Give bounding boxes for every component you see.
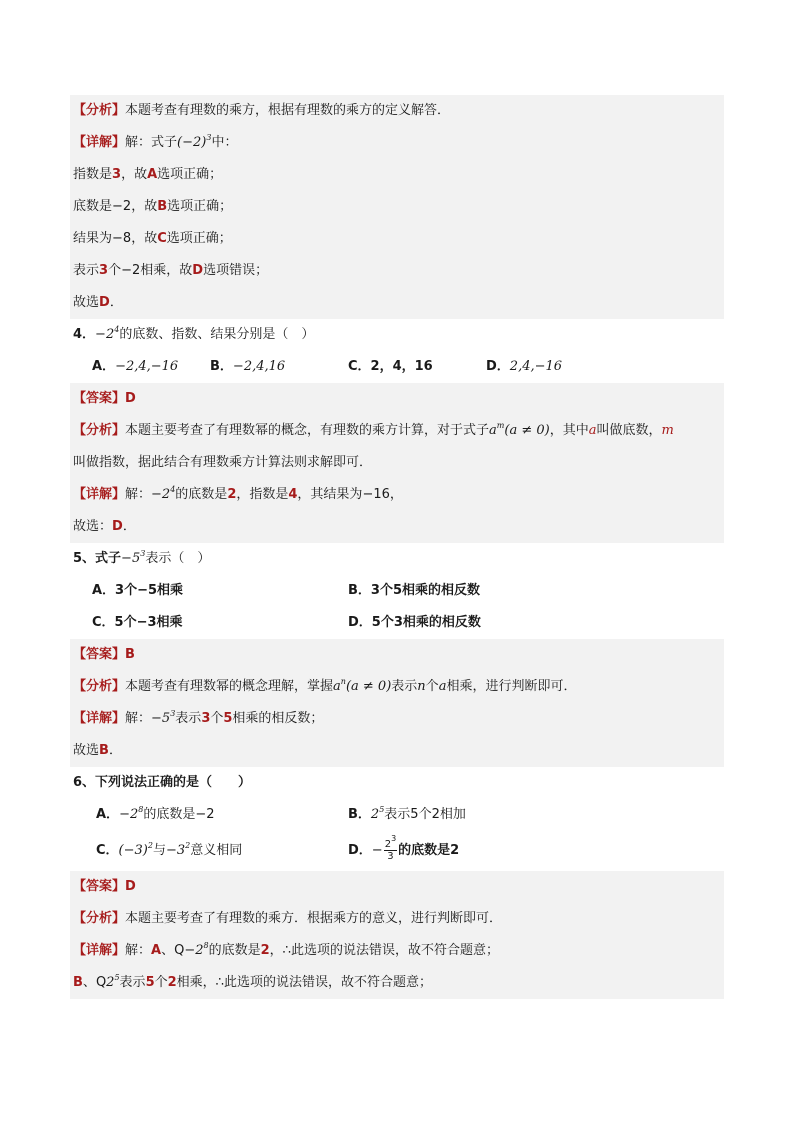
answer-line (70, 639, 724, 671)
option-label: B． (210, 359, 233, 374)
fraction-numerator (384, 834, 397, 851)
expr-exp: 3 (140, 549, 146, 558)
option-b[interactable] (210, 351, 285, 383)
expr-base: 2 (106, 975, 115, 990)
text: 、 (161, 943, 175, 958)
option-a[interactable]: A．3个−5相乘 (92, 583, 184, 598)
value: 3 (201, 711, 211, 726)
analysis-line-cont (70, 447, 724, 479)
expr-exp: 2 (147, 841, 153, 850)
detail-text: 解：式子 (125, 135, 178, 150)
option-d[interactable]: D．5个3相乘的相反数 (348, 615, 481, 630)
detail-tag: 【详解】 (73, 487, 126, 502)
option-text: 意义相同 (190, 843, 243, 858)
expr-base: (−3) (118, 843, 148, 858)
option-d[interactable] (348, 831, 459, 871)
choose-line (70, 735, 724, 767)
text: ． (108, 743, 122, 758)
text: 叫做指数，据此结合有理数乘方计算法则求解即可． (73, 455, 373, 470)
choose-line (70, 287, 724, 319)
option-a[interactable] (96, 799, 215, 831)
option-letter: D (192, 263, 204, 278)
text: ，指数是 (236, 487, 289, 502)
question-number: 5、式子 (73, 551, 122, 566)
numerator-base: 2 (384, 839, 392, 850)
question-5-options-row1 (70, 575, 724, 607)
option-c[interactable] (96, 831, 242, 871)
text: 个 (154, 975, 168, 990)
question-5-stem (70, 543, 724, 575)
analysis-line (70, 903, 724, 935)
math-expr (119, 843, 153, 858)
text: ，其中 (549, 423, 589, 438)
option-text: 与 (152, 843, 166, 858)
text: 的底数是 (175, 487, 228, 502)
math-expr (121, 551, 145, 566)
expr-exp: 5 (379, 805, 385, 814)
solution-block-prev (70, 95, 724, 319)
text: 个 (108, 263, 122, 278)
analysis-tag: 【分析】 (73, 679, 126, 694)
numerator-exp: 3 (391, 834, 397, 843)
option-value: −2,4,−16 (115, 359, 179, 374)
math-expr (489, 423, 504, 438)
text: 故选： (73, 519, 113, 534)
math-expr (95, 327, 119, 342)
expr-base: −2 (151, 487, 171, 502)
math-expr (177, 135, 211, 150)
expr-base: −2 (119, 807, 139, 822)
answer-value: D (125, 391, 136, 406)
option-label: C． (348, 359, 371, 374)
detail-tag: 【详解】 (73, 711, 126, 726)
symbol: Q (95, 975, 107, 990)
solution-block-q5 (70, 639, 724, 767)
variable: a (438, 679, 447, 694)
option-letter: C (157, 231, 167, 246)
expr-exp: 8 (138, 805, 144, 814)
value: −16 (362, 487, 390, 502)
variable: a (588, 423, 597, 438)
option-value: 2，4，16 (370, 359, 433, 374)
option-label: A． (96, 807, 120, 822)
text: 本题主要考查了有理数幂的概念，有理数的乘方计算，对于式子 (125, 423, 490, 438)
expr-base: −5 (121, 551, 141, 566)
text: 本题考查有理数幂的概念理解，掌握 (125, 679, 334, 694)
answer-value: B (125, 647, 135, 662)
text: 选项正确； (166, 231, 232, 246)
text: 的底数是 (208, 943, 261, 958)
answer-tag: 【答案】 (73, 391, 126, 406)
text: 个 (425, 679, 439, 694)
text: 故选 (73, 295, 100, 310)
value: −2 (121, 263, 141, 278)
expr-base: (−2) (177, 135, 207, 150)
option-a[interactable] (92, 351, 178, 383)
math-expr (371, 807, 384, 822)
condition: (a ≠ 0) (345, 679, 392, 694)
value: 2 (167, 975, 177, 990)
math-expr (151, 711, 175, 726)
option-text: 表示5个2相加 (384, 807, 466, 822)
option-label: C． (96, 843, 119, 858)
analysis-tag: 【分析】 (73, 103, 126, 118)
value: −2 (112, 199, 132, 214)
expr-exp: 3 (206, 133, 212, 142)
option-text: 的底数是2 (398, 843, 460, 858)
option-d[interactable] (486, 351, 562, 383)
expr-exp: 4 (114, 325, 120, 334)
option-b[interactable]: B．3个5相乘的相反数 (348, 583, 480, 598)
question-4-options (70, 351, 724, 383)
text: 、 (82, 975, 96, 990)
analysis-line (70, 671, 724, 703)
option-c[interactable] (348, 351, 433, 383)
text: 相乘，进行判断即可． (446, 679, 577, 694)
option-label: D． (486, 359, 510, 374)
option-label: A． (92, 359, 116, 374)
text: 结果为 (73, 231, 113, 246)
option-letter: B (157, 199, 168, 214)
text: ， (389, 487, 403, 502)
value: 5 (223, 711, 233, 726)
question-6-options-row2 (70, 831, 724, 871)
detail-line (70, 703, 724, 735)
expr-exp: m (496, 421, 505, 430)
math-expr (333, 679, 346, 694)
detail-item-3 (70, 223, 724, 255)
detail-tag: 【详解】 (73, 943, 126, 958)
text: 解： (125, 487, 152, 502)
text: ，故 (131, 231, 158, 246)
symbol: Q (174, 943, 185, 958)
text: 相乘，故 (140, 263, 193, 278)
math-expr (106, 975, 119, 990)
detail-text-post: 中： (211, 135, 238, 150)
detail-line (70, 935, 724, 967)
detail-line (70, 479, 724, 511)
option-letter: A (151, 943, 162, 958)
choose-line (70, 511, 724, 543)
text: 底数是 (73, 199, 113, 214)
option-label: D． (348, 843, 372, 858)
answer-line (70, 871, 724, 903)
condition: (a ≠ 0) (504, 423, 550, 438)
option-label: B． (348, 807, 371, 822)
text: 相乘，∴此选项的说法错误，故不符合题意； (176, 975, 432, 990)
solution-block-q6 (70, 871, 724, 999)
answer-line (70, 383, 724, 415)
question-5-options-row2 (70, 607, 724, 639)
answer-letter: D (99, 295, 110, 310)
text: ，故 (121, 167, 148, 182)
math-expr (151, 487, 175, 502)
value: 3 (99, 263, 109, 278)
question-4-stem (70, 319, 724, 351)
question-6-options-row1 (70, 799, 724, 831)
option-c[interactable]: C．5个−3相乘 (92, 615, 183, 630)
value: 2 (260, 943, 270, 958)
text: ，∴此选项的说法错误，故不符合题意； (269, 943, 499, 958)
value: 2 (227, 487, 237, 502)
option-value: 2,4,−16 (509, 359, 563, 374)
text: 故选 (73, 743, 100, 758)
text: 表示 (391, 679, 418, 694)
question-number: 4． (73, 327, 96, 342)
question-stem: 6、下列说法正确的是（ ） (73, 775, 252, 790)
text: ，故 (131, 199, 158, 214)
option-b[interactable] (348, 799, 466, 831)
option-letter: B (73, 975, 83, 990)
analysis-line (70, 415, 724, 447)
value: 5 (145, 975, 155, 990)
detail-line-b (70, 967, 724, 999)
document-page (70, 95, 724, 999)
text: 指数是 (73, 167, 113, 182)
text: ，其结果为 (297, 487, 363, 502)
answer-value: D (125, 879, 136, 894)
option-text: 的底数是−2 (143, 807, 215, 822)
fraction-denominator: 3 (387, 851, 394, 862)
answer-tag: 【答案】 (73, 647, 126, 662)
value: −8 (112, 231, 132, 246)
analysis-tag: 【分析】 (73, 911, 126, 926)
variable: n (417, 679, 426, 694)
math-expr (184, 943, 208, 958)
detail-line (70, 127, 724, 159)
text: ． (122, 519, 136, 534)
text: 相乘的相反数； (232, 711, 324, 726)
text: 选项正确； (167, 199, 233, 214)
option-letter: A (147, 167, 158, 182)
text: 解： (125, 943, 152, 958)
expr-exp: 4 (170, 485, 176, 494)
expr-base: −2 (184, 943, 204, 958)
detail-item-4 (70, 255, 724, 287)
solution-block-q4 (70, 383, 724, 543)
math-expr (166, 843, 190, 858)
variable: m (661, 423, 674, 438)
expr-base: −2 (95, 327, 115, 342)
expr-exp: n (340, 677, 346, 686)
text: 表示 (119, 975, 146, 990)
text: 表示 (73, 263, 100, 278)
expr-base: a (333, 679, 341, 694)
analysis-text: 本题考查有理数的乘方，根据有理数的乘方的定义解答． (125, 103, 451, 118)
detail-item-2 (70, 191, 724, 223)
expr-exp: 3 (170, 709, 176, 718)
expr-base: 2 (370, 807, 380, 822)
answer-letter: B (99, 743, 109, 758)
detail-tag: 【详解】 (73, 135, 126, 150)
math-expr (119, 807, 143, 822)
answer-letter: D (112, 519, 123, 534)
expr-base: −5 (151, 711, 171, 726)
question-stem: 的底数、指数、结果分别是（ ） (119, 327, 315, 342)
fraction (384, 834, 397, 862)
text: 选项正确； (157, 167, 223, 182)
text: 解： (125, 711, 152, 726)
analysis-line (70, 95, 724, 127)
expr-exp: 2 (185, 841, 191, 850)
question-stem: 表示（ ） (145, 551, 211, 566)
text: 选项错误； (203, 263, 269, 278)
text: 表示 (175, 711, 202, 726)
option-value: −2,4,16 (232, 359, 286, 374)
text: 个 (210, 711, 224, 726)
value: 4 (288, 487, 298, 502)
expr-base: a (489, 423, 497, 438)
text: ． (109, 295, 123, 310)
minus-sign: − (371, 843, 383, 858)
value: 3 (112, 167, 122, 182)
analysis-tag: 【分析】 (73, 423, 126, 438)
question-6-stem (70, 767, 724, 799)
text: 叫做底数， (596, 423, 662, 438)
answer-tag: 【答案】 (73, 879, 126, 894)
analysis-text: 本题主要考查了有理数的乘方．根据乘方的意义，进行判断即可． (125, 911, 503, 926)
expr-base: −3 (165, 843, 186, 858)
detail-item-1 (70, 159, 724, 191)
expr-exp: 8 (203, 941, 209, 950)
expr-exp: 5 (114, 973, 120, 982)
